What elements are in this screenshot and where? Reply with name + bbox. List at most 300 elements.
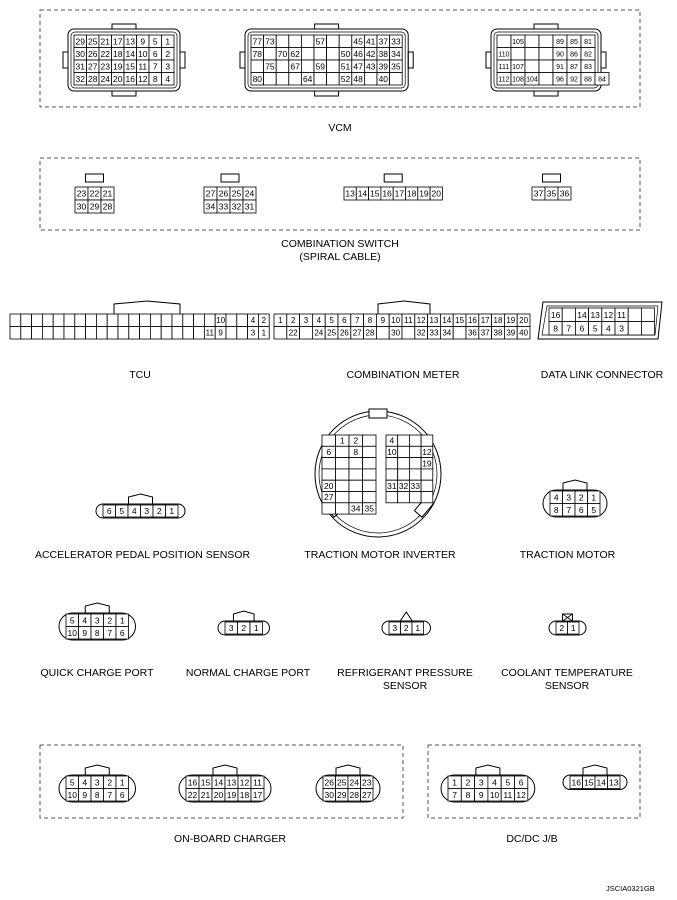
meter-pin-label: 13 (429, 316, 439, 326)
obc-a-pin-label: 4 (82, 777, 88, 788)
inverter-right-cell (398, 492, 410, 503)
vcm-c-cell (539, 60, 553, 73)
obc-c-lock-tab (336, 765, 360, 775)
caption-combination-switch-line1: COMBINATION SWITCH (281, 238, 399, 250)
quick-charge-pin-label: 9 (82, 627, 88, 638)
vcm-b-pin-label: 45 (353, 36, 363, 47)
inverter-left-pin-label: 2 (353, 435, 359, 446)
dcdc-a-pin-label: 1 (452, 777, 458, 788)
vcm-a-bottom-tab (112, 91, 136, 96)
vcm-c-pin-label: 107 (512, 63, 524, 71)
caption-traction-motor: TRACTION MOTOR (519, 549, 616, 561)
dcdc-b-lock-tab (583, 765, 607, 775)
vcm-a-pin-label: 4 (165, 73, 171, 84)
obc-a-pin-label: 10 (67, 789, 77, 800)
vcm-b-pin-label: 75 (265, 61, 275, 72)
quick-charge-pin-label: 1 (119, 615, 125, 626)
vcm-b-cell (364, 73, 377, 86)
meter-pin-label: 2 (290, 316, 296, 326)
vcm-a-left-latch (63, 52, 68, 68)
vcm-b-pin-label: 33 (391, 36, 401, 47)
traction-motor-pin-label: 8 (553, 504, 559, 515)
inverter-right-cell (398, 435, 410, 446)
caption-data-link-connector: DATA LINK CONNECTOR (540, 369, 664, 381)
vcm-a-pin-label: 25 (88, 36, 98, 47)
comb-switch-a-pin-label: 23 (76, 188, 87, 199)
comb-switch-c-pin-label: 14 (357, 188, 368, 199)
dcdc-a-pin-label: 2 (465, 777, 471, 788)
inverter-left-cell (349, 469, 363, 480)
dlc-cell (562, 308, 575, 322)
meter-pin-label: 15 (455, 316, 465, 326)
meter-pin-label: 19 (506, 316, 516, 326)
inverter-left-pin-label: 20 (324, 480, 334, 491)
vcm-b-cell (390, 73, 403, 86)
vcm-a-pin-label: 29 (75, 36, 85, 47)
obc-c-pin-label: 28 (349, 789, 359, 800)
comb-switch-d-pin-label: 37 (533, 188, 544, 199)
obc-b-pin-label: 11 (253, 777, 262, 788)
dcdc-a-pin-label: 8 (465, 789, 471, 800)
vcm-c-connector (497, 35, 609, 85)
vcm-b-cell (301, 48, 314, 61)
vcm-b-left-latch (240, 52, 245, 68)
vcm-c-pin-label: 89 (556, 38, 564, 46)
dlc-cell (628, 322, 641, 336)
tcu-cell (21, 327, 32, 340)
obc-c-connector (323, 776, 373, 801)
vcm-c-pin-label: 85 (570, 38, 578, 46)
traction-motor-pin-label: 1 (591, 492, 597, 503)
inverter-left-cell (349, 492, 363, 503)
normal-charge-pin-label: 3 (228, 623, 234, 634)
tcu-pin-label: 3 (250, 328, 256, 338)
quick-charge-lock-tab (85, 603, 109, 613)
comb-switch-c-pin-label: 13 (345, 188, 355, 199)
vcm-b-cell (339, 35, 352, 48)
inverter-right-pin-label: 31 (387, 480, 397, 491)
comb-switch-a-pin-label: 29 (89, 201, 100, 212)
vcm-b-cell (276, 60, 289, 73)
tcu-cell (96, 327, 107, 340)
comb-switch-d-lock-tab (543, 174, 561, 182)
inverter-left-cell (322, 469, 336, 480)
inverter-right-cell (409, 492, 421, 503)
tcu-cell (172, 327, 183, 340)
vcm-a-pin-label: 7 (152, 61, 158, 72)
obc-c-pin-label: 27 (362, 789, 372, 800)
coolant-pin-label: 1 (570, 623, 576, 634)
comb-switch-a-pin-label: 28 (102, 201, 113, 212)
tcu-lock-tab (114, 301, 180, 314)
vcm-b-cell (327, 48, 340, 61)
caption-traction-motor-inverter: TRACTION MOTOR INVERTER (304, 549, 456, 561)
tcu-cell (53, 327, 64, 340)
refrigerant-pin-label: 2 (403, 623, 409, 634)
traction-motor-lock-tab (563, 480, 587, 490)
dlc-pin-label: 4 (606, 323, 611, 334)
tcu-cell (161, 327, 172, 340)
comb-switch-a-pin-label: 22 (89, 188, 100, 199)
vcm-a-pin-label: 9 (140, 36, 146, 47)
vcm-b-pin-label: 57 (315, 36, 326, 47)
obc-b-pin-label: 16 (187, 777, 198, 788)
vcm-c-pin-label: 92 (570, 76, 578, 84)
vcm-b-pin-label: 67 (290, 61, 300, 72)
vcm-a-pin-label: 26 (88, 48, 98, 59)
comb-switch-d-pin-label: 35 (546, 188, 557, 199)
dcdc-a-pin-label: 3 (478, 777, 484, 788)
meter-pin-label: 10 (391, 316, 401, 326)
vcm-b-pin-label: 46 (353, 48, 363, 59)
comb-switch-b-pin-label: 34 (205, 201, 216, 212)
meter-pin-label: 4 (316, 316, 322, 326)
comb-switch-b-pin-label: 24 (244, 188, 255, 199)
inverter-left-cell (363, 492, 377, 503)
inverter-right-cell (398, 458, 410, 469)
inverter-left-cell (349, 480, 363, 491)
vcm-b-pin-label: 73 (265, 36, 275, 47)
vcm-a-pin-label: 20 (113, 73, 123, 84)
coolant-connector (556, 622, 579, 634)
vcm-a-pin-label: 1 (165, 36, 171, 47)
meter-pin-label: 37 (480, 328, 490, 338)
meter-pin-label: 20 (519, 316, 529, 326)
obc-b-pin-label: 17 (252, 789, 263, 800)
vcm-a-pin-label: 22 (100, 48, 110, 59)
inverter-top-key (369, 409, 387, 418)
comb-switch-b-pin-label: 32 (231, 201, 242, 212)
vcm-b-top-tab (315, 24, 339, 29)
obc-b-pin-label: 19 (226, 789, 237, 800)
accel-pedal-pin-label: 3 (144, 506, 150, 517)
vcm-a-pin-label: 10 (138, 48, 148, 59)
vcm-b-cell (289, 35, 302, 48)
tcu-cell (161, 314, 172, 327)
dlc-pin-label: 7 (566, 323, 572, 334)
accel-pedal-lock-tab (129, 494, 153, 504)
vcm-b-cell (264, 48, 277, 61)
inverter-left-cell (336, 492, 350, 503)
tcu-cell (150, 314, 161, 327)
inverter-right-cell (421, 469, 433, 480)
vcm-a-top-tab (112, 24, 136, 29)
comb-switch-b-lock-tab (221, 174, 239, 182)
caption-coolant-line2: SENSOR (544, 680, 590, 692)
caption-vcm: VCM (328, 122, 352, 134)
caption-combination-switch-line2: (SPIRAL CABLE) (299, 251, 381, 263)
vcm-a-pin-label: 19 (113, 61, 123, 72)
meter-pin-label: 5 (329, 316, 334, 326)
inverter-right-cell (409, 446, 421, 457)
tcu-pin-label: 9 (218, 328, 223, 338)
tcu-pin-label: 1 (261, 328, 267, 338)
vcm-c-pin-label: 105 (512, 38, 524, 46)
vcm-b-bottom-tab (315, 91, 339, 96)
dlc-pin-label: 13 (590, 309, 600, 320)
obc-c-pin-label: 26 (324, 777, 334, 788)
meter-pin-label: 39 (506, 328, 516, 338)
tcu-cell (10, 327, 21, 340)
obc-c-pin-label: 29 (337, 789, 347, 800)
dcdc-b-pin-label: 14 (596, 777, 606, 788)
tcu-cell (75, 314, 86, 327)
vcm-a-pin-label: 21 (100, 36, 110, 47)
comb-switch-a-pin-label: 30 (76, 201, 87, 212)
meter-pin-label: 14 (442, 316, 452, 326)
inverter-left-cell (336, 503, 350, 514)
tcu-pin-label: 10 (216, 316, 226, 326)
meter-pin-label: 3 (303, 316, 309, 326)
tcu-cell (86, 314, 97, 327)
dlc-pin-label: 3 (619, 323, 624, 334)
inverter-right-pin-label: 4 (389, 435, 395, 446)
tcu-cell (64, 327, 75, 340)
tcu-cell (32, 314, 43, 327)
dcdc-b-connector (570, 776, 620, 789)
inverter-left-cell (336, 469, 350, 480)
comb-switch-c-pin-label: 16 (382, 188, 392, 199)
vcm-a-pin-label: 3 (165, 61, 171, 72)
inverter-right-connector (386, 435, 433, 503)
vcm-a-pin-label: 27 (88, 61, 98, 72)
comb-switch-b-pin-label: 31 (244, 201, 255, 212)
vcm-b-right-latch (408, 52, 413, 68)
tcu-cell (204, 314, 215, 327)
vcm-b-pin-label: 59 (315, 61, 326, 72)
obc-b-pin-label: 15 (200, 777, 211, 788)
obc-a-pin-label: 2 (107, 777, 113, 788)
inverter-left-cell (336, 446, 350, 457)
vcm-c-cell (497, 35, 511, 48)
obc-b-pin-label: 18 (239, 789, 250, 800)
tcu-cell (32, 327, 43, 340)
comb-switch-c-connector (344, 187, 442, 200)
vcm-c-cell (539, 73, 553, 86)
meter-pin-label: 1 (278, 316, 283, 326)
obc-b-lock-tab (213, 765, 237, 775)
dlc-pin-label: 14 (577, 309, 587, 320)
inverter-right-cell (386, 458, 398, 469)
caption-dcdc-jb: DC/DC J/B (506, 833, 558, 845)
vcm-b-pin-label: 47 (353, 61, 363, 72)
dcdc-b-pin-label: 13 (609, 777, 619, 788)
vcm-c-pin-label: 111 (498, 63, 510, 71)
vcm-c-pin-label: 88 (584, 76, 592, 84)
dlc-connector (549, 308, 655, 335)
vcm-a-pin-label: 24 (100, 73, 110, 84)
meter-pin-label: 32 (416, 328, 426, 338)
inverter-right-cell (409, 469, 421, 480)
inverter-right-cell (398, 469, 410, 480)
dlc-pin-label: 12 (603, 309, 614, 320)
vcm-b-pin-label: 34 (391, 48, 401, 59)
quick-charge-pin-label: 4 (82, 615, 88, 626)
vcm-b-cell (301, 60, 314, 73)
inverter-left-cell (322, 458, 336, 469)
accel-pedal-pin-label: 4 (131, 506, 137, 517)
tcu-pin-label: 11 (205, 328, 214, 338)
inverter-left-cell (363, 458, 377, 469)
tcu-cell (42, 327, 53, 340)
vcm-b-pin-label: 38 (378, 48, 389, 59)
obc-a-pin-label: 8 (94, 789, 100, 800)
tcu-cell (140, 327, 151, 340)
vcm-b-cell (276, 35, 289, 48)
inverter-right-cell (421, 435, 433, 446)
vcm-a-connector (74, 35, 174, 85)
vcm-a-right-latch (180, 52, 185, 68)
dlc-cell (641, 308, 654, 322)
vcm-c-pin-label: 83 (584, 63, 592, 71)
vcm-c-pin-label: 87 (570, 63, 578, 71)
caption-combination-switch (240, 238, 440, 264)
normal-charge-lock-tab (233, 611, 254, 621)
vcm-a-pin-label: 8 (152, 73, 158, 84)
dcdc-a-pin-label: 12 (516, 789, 526, 800)
vcm-a-pin-label: 14 (125, 48, 135, 59)
vcm-b-pin-label: 43 (365, 61, 376, 72)
meter-pin-label: 30 (391, 328, 401, 338)
dcdc-a-pin-label: 4 (492, 777, 497, 788)
tcu-cell (150, 327, 161, 340)
inverter-left-cell (322, 435, 336, 446)
meter-pin-label: 40 (519, 328, 529, 338)
accel-pedal-pin-label: 6 (106, 506, 112, 517)
caption-refrigerant-pressure (330, 667, 480, 693)
vcm-c-cell (525, 48, 539, 61)
vcm-b-pin-label: 52 (340, 73, 351, 84)
vcm-a-pin-label: 17 (113, 36, 123, 47)
inverter-left-pin-label: 35 (364, 503, 374, 514)
tcu-cell (237, 327, 248, 340)
tcu-cell (226, 314, 237, 327)
inverter-left-pin-label: 1 (339, 435, 345, 446)
meter-pin-label: 11 (404, 316, 413, 326)
dcdc-a-connector (448, 776, 528, 801)
caption-accelerator-pedal: ACCELERATOR PEDAL POSITION SENSOR (34, 549, 251, 561)
vcm-a-pin-label: 12 (138, 73, 148, 84)
meter-pin-label: 12 (416, 316, 426, 326)
tcu-cell (21, 314, 32, 327)
quick-charge-pin-label: 8 (94, 627, 100, 638)
vcm-c-cell (539, 48, 553, 61)
caption-on-board-charger: ON-BOARD CHARGER (173, 833, 286, 845)
caption-coolant-line1: COOLANT TEMPERATURE (501, 667, 633, 679)
vcm-c-pin-label: 81 (584, 38, 592, 46)
inverter-left-cell (363, 469, 377, 480)
tcu-cell (118, 327, 129, 340)
vcm-b-connector (251, 35, 402, 85)
inverter-right-cell (386, 492, 398, 503)
inverter-right-cell (409, 458, 421, 469)
meter-pin-label: 27 (352, 328, 362, 338)
meter-pin-label: 36 (467, 328, 477, 338)
vcm-a-pin-label: 16 (125, 73, 135, 84)
normal-charge-pin-label: 2 (241, 623, 247, 634)
obc-b-pin-label: 12 (239, 777, 250, 788)
vcm-b-cell (289, 73, 302, 86)
vcm-b-pin-label: 51 (340, 61, 351, 72)
obc-a-pin-label: 1 (119, 777, 125, 788)
vcm-c-pin-label: 110 (498, 51, 510, 59)
tcu-cell (75, 327, 86, 340)
vcm-b-pin-label: 39 (378, 61, 389, 72)
meter-pin-label: 9 (380, 316, 386, 326)
vcm-a-pin-label: 18 (113, 48, 123, 59)
dlc-pin-label: 8 (553, 323, 558, 334)
obc-a-lock-tab (85, 765, 109, 775)
meter-pin-label: 25 (327, 328, 337, 338)
tcu-cell (86, 327, 97, 340)
caption-coolant-temperature (492, 667, 642, 693)
vcm-c-pin-label: 91 (556, 63, 564, 71)
tcu-cell (194, 314, 205, 327)
traction-motor-pin-label: 3 (566, 492, 572, 503)
meter-pin-label: 22 (288, 328, 298, 338)
obc-b-pin-label: 22 (187, 789, 198, 800)
quick-charge-pin-label: 7 (107, 627, 113, 638)
inverter-right-pin-label: 12 (422, 447, 432, 458)
vcm-b-pin-label: 50 (340, 48, 351, 59)
vcm-b-pin-label: 42 (365, 48, 376, 59)
vcm-b-pin-label: 37 (378, 36, 389, 47)
traction-motor-pin-label: 2 (578, 492, 584, 503)
tcu-cell (183, 314, 194, 327)
inverter-right-pin-label: 32 (398, 480, 409, 491)
obc-b-pin-label: 13 (226, 777, 237, 788)
caption-quick-charge-port: QUICK CHARGE PORT (40, 667, 154, 679)
vcm-c-pin-label: 112 (498, 76, 510, 84)
comb-switch-a-lock-tab (86, 174, 104, 182)
vcm-a-pin-label: 11 (138, 61, 148, 72)
obc-a-pin-label: 3 (94, 777, 100, 788)
vcm-b-cell (314, 48, 327, 61)
traction-motor-connector (550, 491, 600, 516)
comb-switch-c-pin-label: 15 (370, 188, 380, 199)
vcm-a-pin-label: 15 (125, 61, 135, 72)
meter-pin-label: 38 (493, 328, 503, 338)
inverter-right-cell (409, 435, 421, 446)
vcm-b-cell (327, 35, 340, 48)
vcm-b-cell (264, 73, 277, 86)
traction-motor-pin-label: 4 (553, 492, 559, 503)
dcdc-a-pin-label: 5 (505, 777, 511, 788)
vcm-b-pin-label: 35 (391, 61, 401, 72)
vcm-c-pin-label: 84 (598, 76, 606, 84)
obc-a-pin-label: 5 (69, 777, 75, 788)
comb-switch-b-pin-label: 33 (218, 201, 229, 212)
obc-a-pin-label: 6 (119, 789, 125, 800)
tcu-cell (172, 314, 183, 327)
traction-motor-pin-label: 6 (578, 504, 584, 515)
meter-pin-label: 7 (354, 316, 360, 326)
comb-switch-a-pin-label: 21 (102, 188, 113, 199)
inverter-left-cell (363, 480, 377, 491)
tcu-cell (118, 314, 129, 327)
tcu-cell (237, 314, 248, 327)
normal-charge-pin-label: 1 (253, 623, 259, 634)
inverter-left-cell (363, 446, 377, 457)
vcm-c-bottom-tab (534, 91, 558, 96)
meter-pin-label: 16 (467, 316, 477, 326)
figure-code: JSCIA0321GB (606, 884, 655, 893)
inverter-right-cell (421, 480, 433, 491)
meter-pin-label: 34 (442, 328, 452, 338)
inverter-right-cell (386, 469, 398, 480)
obc-b-pin-label: 21 (200, 789, 211, 800)
accel-pedal-pin-label: 2 (156, 506, 162, 517)
